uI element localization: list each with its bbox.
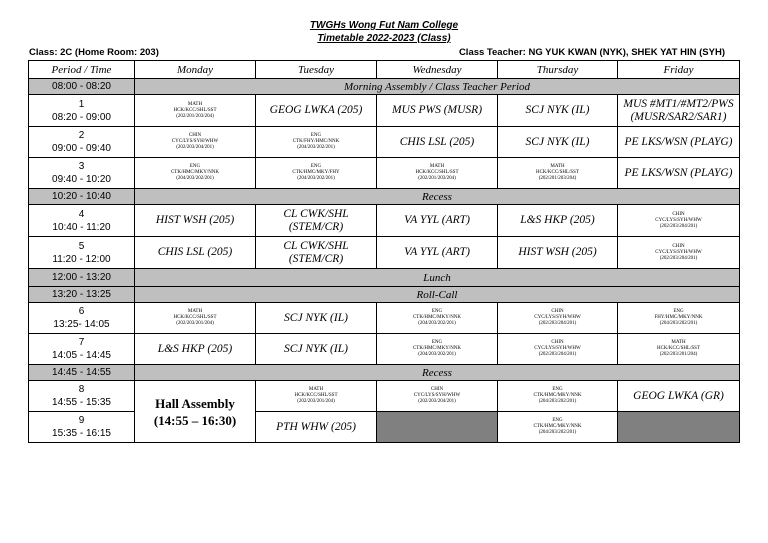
lesson-subject: ENG [310,133,322,138]
lesson-rooms: (202/203/204/201) [659,255,698,261]
lesson-teachers: CTK/HMC/MKY/NNK [412,346,462,351]
lesson-cell [256,237,377,269]
lesson-teachers: CTK/HMC/MKY/NNK [412,315,462,320]
lesson-teachers: CYC/LYS/SYH/WHW [655,249,702,255]
lesson-subject: ENG [431,309,443,314]
band-label: Lunch [135,269,740,287]
col-header-thursday: Thursday [498,61,618,79]
lesson-rooms: (204/203/202/201) [659,321,698,326]
header-row [29,61,740,79]
band-label: Roll-Call [135,287,740,303]
band-assembly [29,79,740,95]
lesson-subject: MATH [187,101,203,107]
lesson-line: (STEM/CR) [288,252,344,265]
period-cell [29,158,135,189]
lesson-subject: CHIN [551,309,564,314]
band-time: 13:20 - 13:25 [29,287,135,303]
lesson-line: (MUSR/SAR2/SAR1) [630,110,727,123]
band-time: 14:45 - 14:55 [29,365,135,381]
lesson-teachers: HCK/KCC/SHL/SST [535,170,580,175]
hall-assembly-time: (14:55 – 16:30) [153,412,237,428]
lesson-cell: SCJ NYK (IL) [498,127,618,158]
lesson-teachers: CYC/LYS/SYH/WHW [171,139,219,144]
period-number: 8 [78,384,85,395]
lesson-subject: CHIN [672,243,685,249]
lesson-cell [135,303,256,334]
period-row-1 [29,95,740,127]
lesson-teachers: CTK/FHY/HMC/NNK [292,139,340,144]
period-cell [29,381,135,412]
lesson-teachers: HCK/KCC/SHL/SST [173,107,217,113]
teacher-info: Class Teacher: NG YUK KWAN (NYK), SHEK YAT HIN (SYH) [458,47,725,58]
period-cell [29,95,135,127]
lesson-cell [618,95,740,127]
period-row-5 [29,237,740,269]
col-header-monday: Monday [135,61,256,79]
timetable [28,60,740,443]
lesson-subject: MATH [550,164,565,169]
lesson-subject: ENG [552,418,563,423]
lesson-teachers: HCK/KCC/SHL/SST [294,393,338,398]
lesson-cell [618,303,740,334]
lesson-teachers: CTK/HMC/MKY/FHY [292,170,340,175]
lesson-cell: HIST WSH (205) [498,237,618,269]
period-row-2 [29,127,740,158]
empty-cell [618,412,740,443]
lesson-cell [256,127,377,158]
lesson-subject: MATH [308,387,324,392]
lesson-rooms: (202/203/204/201) [659,223,698,229]
lesson-cell: PTH WHW (205) [256,412,377,443]
band-time: 10:20 - 10:40 [29,189,135,205]
lesson-cell: PE LKS/WSN (PLAYG) [618,127,740,158]
period-number: 3 [78,161,85,172]
period-row-8 [29,381,740,412]
lesson-rooms: (202/201/203/204) [418,176,456,181]
lesson-teachers: CYC/LYS/SYH/WHW [413,393,461,398]
lesson-rooms: (202/203/204/201) [418,399,456,404]
lesson-teachers: FHY/HMC/MKY/NNK [654,315,703,320]
period-time: 09:00 - 09:40 [52,143,111,154]
lesson-cell [377,158,498,189]
lesson-cell: L&S HKP (205) [498,205,618,237]
lesson-cell [377,303,498,334]
lesson-line: CL CWK/SHL [283,207,349,220]
lesson-cell: PE LKS/WSN (PLAYG) [618,158,740,189]
lesson-rooms: (202/203/201/204) [176,321,214,326]
period-cell [29,303,135,334]
col-header-wednesday: Wednesday [377,61,498,79]
period-row-6 [29,303,740,334]
lesson-cell [498,158,618,189]
lesson-cell [256,205,377,237]
lesson-line: (STEM/CR) [288,220,344,233]
period-cell [29,205,135,237]
lesson-cell [377,334,498,365]
col-header-friday: Friday [618,61,740,79]
lesson-rooms: (204/203/202/201) [538,399,577,404]
lesson-rooms: (204/203/202/201) [297,176,335,181]
empty-cell [377,412,498,443]
lesson-rooms: (204/203/202/201) [538,430,577,435]
hall-assembly-cell [135,381,256,443]
school-name: TWGHs Wong Fut Nam College [309,20,459,31]
lesson-cell: SCJ NYK (IL) [256,303,377,334]
period-cell [29,412,135,443]
lesson-rooms: (202/203/201/204) [297,399,335,404]
lesson-cell: SCJ NYK (IL) [498,95,618,127]
lesson-teachers: CYC/LYS/SYH/WHW [655,217,702,223]
band-label: Recess [135,189,740,205]
lesson-teachers: CYC/LYS/SYH/WHW [534,346,581,351]
lesson-cell [498,381,618,412]
lesson-subject: ENG [673,309,684,314]
lesson-subject: MATH [187,309,203,314]
lesson-teachers: CTK/HMC/MKY/NNK [533,393,582,398]
lesson-rooms: (202/201/203/204) [538,176,577,181]
lesson-cell: VA YYL (ART) [377,237,498,269]
lesson-cell: HIST WSH (205) [135,205,256,237]
period-number: 1 [78,98,85,110]
period-time: 15:35 - 16:15 [52,428,111,439]
lesson-teachers: HCK/KCC/SHL/SST [415,170,459,175]
band-recess-2 [29,365,740,381]
lesson-subject: CHIN [551,340,564,345]
col-header-period: Period / Time [29,61,135,79]
lesson-rooms: (204/203/202/201) [418,321,456,326]
lesson-subject: MATH [671,340,686,345]
band-time: 08:00 - 08:20 [29,79,135,95]
lesson-rooms: (204/203/202/201) [418,352,456,357]
lesson-cell [618,334,740,365]
class-info: Class: 2C (Home Room: 203) [29,47,159,58]
lesson-subject: ENG [310,164,322,169]
hall-assembly-title: Hall Assembly [155,395,235,411]
band-time: 12:00 - 13:20 [29,269,135,287]
lesson-rooms: (204/203/202/201) [176,176,214,181]
period-cell [29,127,135,158]
lesson-line: MUS #MT1/#MT2/PWS [623,97,734,110]
band-label: Morning Assembly / Class Teacher Period [135,79,740,95]
lesson-cell [498,303,618,334]
lesson-rooms: (204/203/202/201) [297,145,335,150]
band-lunch [29,269,740,287]
lesson-rooms: (202/203/204/201) [538,352,577,357]
lesson-subject: ENG [552,387,563,392]
lesson-teachers: CTK/HMC/MKY/NNK [533,424,582,429]
lesson-cell [498,334,618,365]
period-time: 11:20 - 12:00 [52,253,111,265]
lesson-subject: ENG [189,164,201,169]
lesson-subject: MATH [429,164,445,169]
lesson-subject: CHIN [430,387,444,392]
lesson-cell [377,381,498,412]
lesson-subject: CHIN [672,211,685,217]
period-time: 08:20 - 09:00 [52,111,111,123]
lesson-subject: ENG [431,340,443,345]
period-time: 13:25- 14:05 [53,319,110,330]
period-number: 9 [78,415,85,426]
period-cell [29,334,135,365]
col-header-tuesday: Tuesday [256,61,377,79]
lesson-cell [498,412,618,443]
period-number: 6 [78,306,85,317]
lesson-subject: CHIN [188,133,202,138]
period-row-3 [29,158,740,189]
period-time: 14:55 - 15:35 [52,397,111,408]
lesson-cell: L&S HKP (205) [135,334,256,365]
period-row-7 [29,334,740,365]
lesson-teachers: HCK/KCC/SHL/SST [173,315,217,320]
lesson-cell [618,237,740,269]
period-time: 09:40 - 10:20 [52,174,111,185]
lesson-cell [256,158,377,189]
period-row-4 [29,205,740,237]
lesson-cell [618,205,740,237]
lesson-cell [135,127,256,158]
lesson-rooms: (202/203/204/201) [538,321,577,326]
lesson-cell: VA YYL (ART) [377,205,498,237]
lesson-cell: CHIS LSL (205) [135,237,256,269]
lesson-cell: MUS PWS (MUSR) [377,95,498,127]
lesson-cell: SCJ NYK (IL) [256,334,377,365]
lesson-teachers: CYC/LYS/SYH/WHW [534,315,581,320]
lesson-cell [135,95,256,127]
lesson-teachers: CTK/HMC/MKY/NNK [170,170,220,175]
timetable-title: Timetable 2022-2023 (Class) [317,33,451,44]
period-time: 10:40 - 11:20 [52,221,111,233]
lesson-cell [135,158,256,189]
band-rollcall [29,287,740,303]
period-number: 2 [78,130,85,141]
lesson-teachers: HCK/KCC/SHL/SST [656,346,701,351]
lesson-line: CL CWK/SHL [283,239,349,252]
period-number: 5 [78,240,85,252]
band-recess-1 [29,189,740,205]
lesson-rooms: (202/203/201/204) [659,352,698,357]
lesson-cell: GEOG LWKA (GR) [618,381,740,412]
period-cell [29,237,135,269]
period-number: 4 [78,208,85,220]
period-number: 7 [78,337,85,348]
band-label: Recess [135,365,740,381]
lesson-cell: GEOG LWKA (205) [256,95,377,127]
lesson-cell [256,381,377,412]
lesson-rooms: (202/201/203/204) [176,113,214,119]
lesson-cell: CHIS LSL (205) [377,127,498,158]
lesson-rooms: (202/203/204/201) [176,145,214,150]
period-time: 14:05 - 14:45 [52,350,111,361]
